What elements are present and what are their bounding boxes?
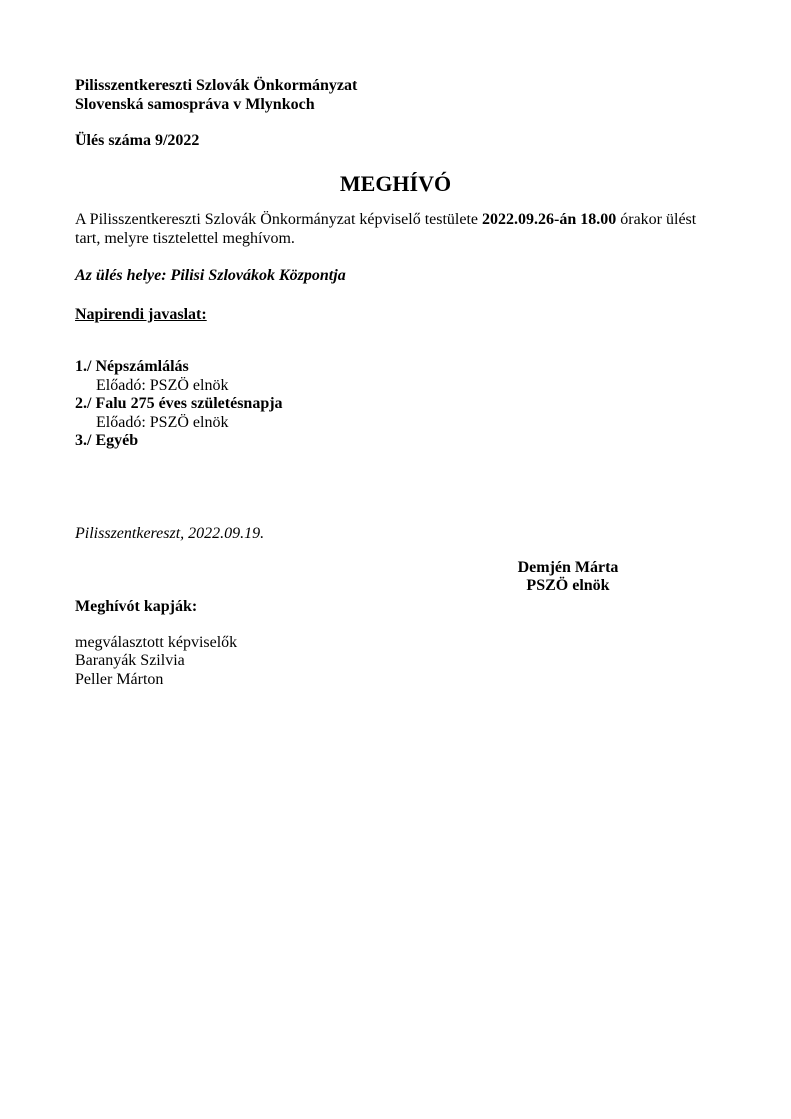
document-title: MEGHÍVÓ — [339, 171, 452, 196]
place-date-line: Pilisszentkereszt, 2022.09.19. — [75, 524, 265, 542]
meeting-datetime: 2022.09.26-án 18.00 — [482, 211, 617, 228]
agenda-list — [75, 358, 716, 451]
agenda-item-number: 2./ — [75, 395, 92, 412]
recipient-item: Peller Márton — [75, 670, 164, 688]
org-name-hungarian: Pilisszentkereszti Szlovák Önkormányzat — [75, 77, 358, 94]
recipient-item: Baranyák Szilvia — [75, 652, 185, 669]
agenda-item — [75, 395, 716, 432]
recipient-item: megválasztott képviselők — [75, 633, 238, 651]
agenda-item-text: Falu 275 éves születésnapja — [95, 395, 283, 412]
agenda-item-text: Egyéb — [95, 432, 139, 449]
agenda-item-title — [75, 358, 716, 377]
intro-text-start: A Pilisszentkereszti Szlovák Önkormányzat képviselő testülete — [75, 211, 483, 228]
agenda-item-title — [75, 395, 716, 414]
session-number: Ülés száma 9/2022 — [75, 132, 200, 149]
agenda-item — [75, 358, 716, 395]
signer-role: PSZÖ elnök — [526, 577, 610, 594]
meeting-location: Az ülés helye: Pilisi Szlovákok Központja — [75, 267, 346, 284]
org-name-slovak: Slovenská samospráva v Mlynkoch — [75, 96, 315, 113]
signer-name: Demjén Márta — [517, 558, 619, 576]
agenda-item-text: Népszámlálás — [95, 358, 189, 375]
agenda-item-title — [75, 432, 716, 451]
agenda-item-presenter: Előadó: PSZÖ elnök — [96, 413, 229, 431]
recipients-heading: Meghívót kapják: — [75, 597, 198, 615]
intro-paragraph — [75, 211, 716, 248]
agenda-item-number: 3./ — [75, 432, 92, 449]
intro-text-end: órakor ülést tart, melyre tisztelettel meghívom. — [75, 211, 697, 247]
recipients-list — [75, 634, 716, 690]
agenda-item — [75, 432, 716, 451]
agenda-heading: Napirendi javaslat: — [75, 306, 207, 323]
agenda-item-presenter: Előadó: PSZÖ elnök — [96, 376, 229, 394]
document-header — [75, 76, 716, 150]
signature-block — [468, 559, 668, 596]
agenda-item-number: 1./ — [75, 358, 92, 375]
